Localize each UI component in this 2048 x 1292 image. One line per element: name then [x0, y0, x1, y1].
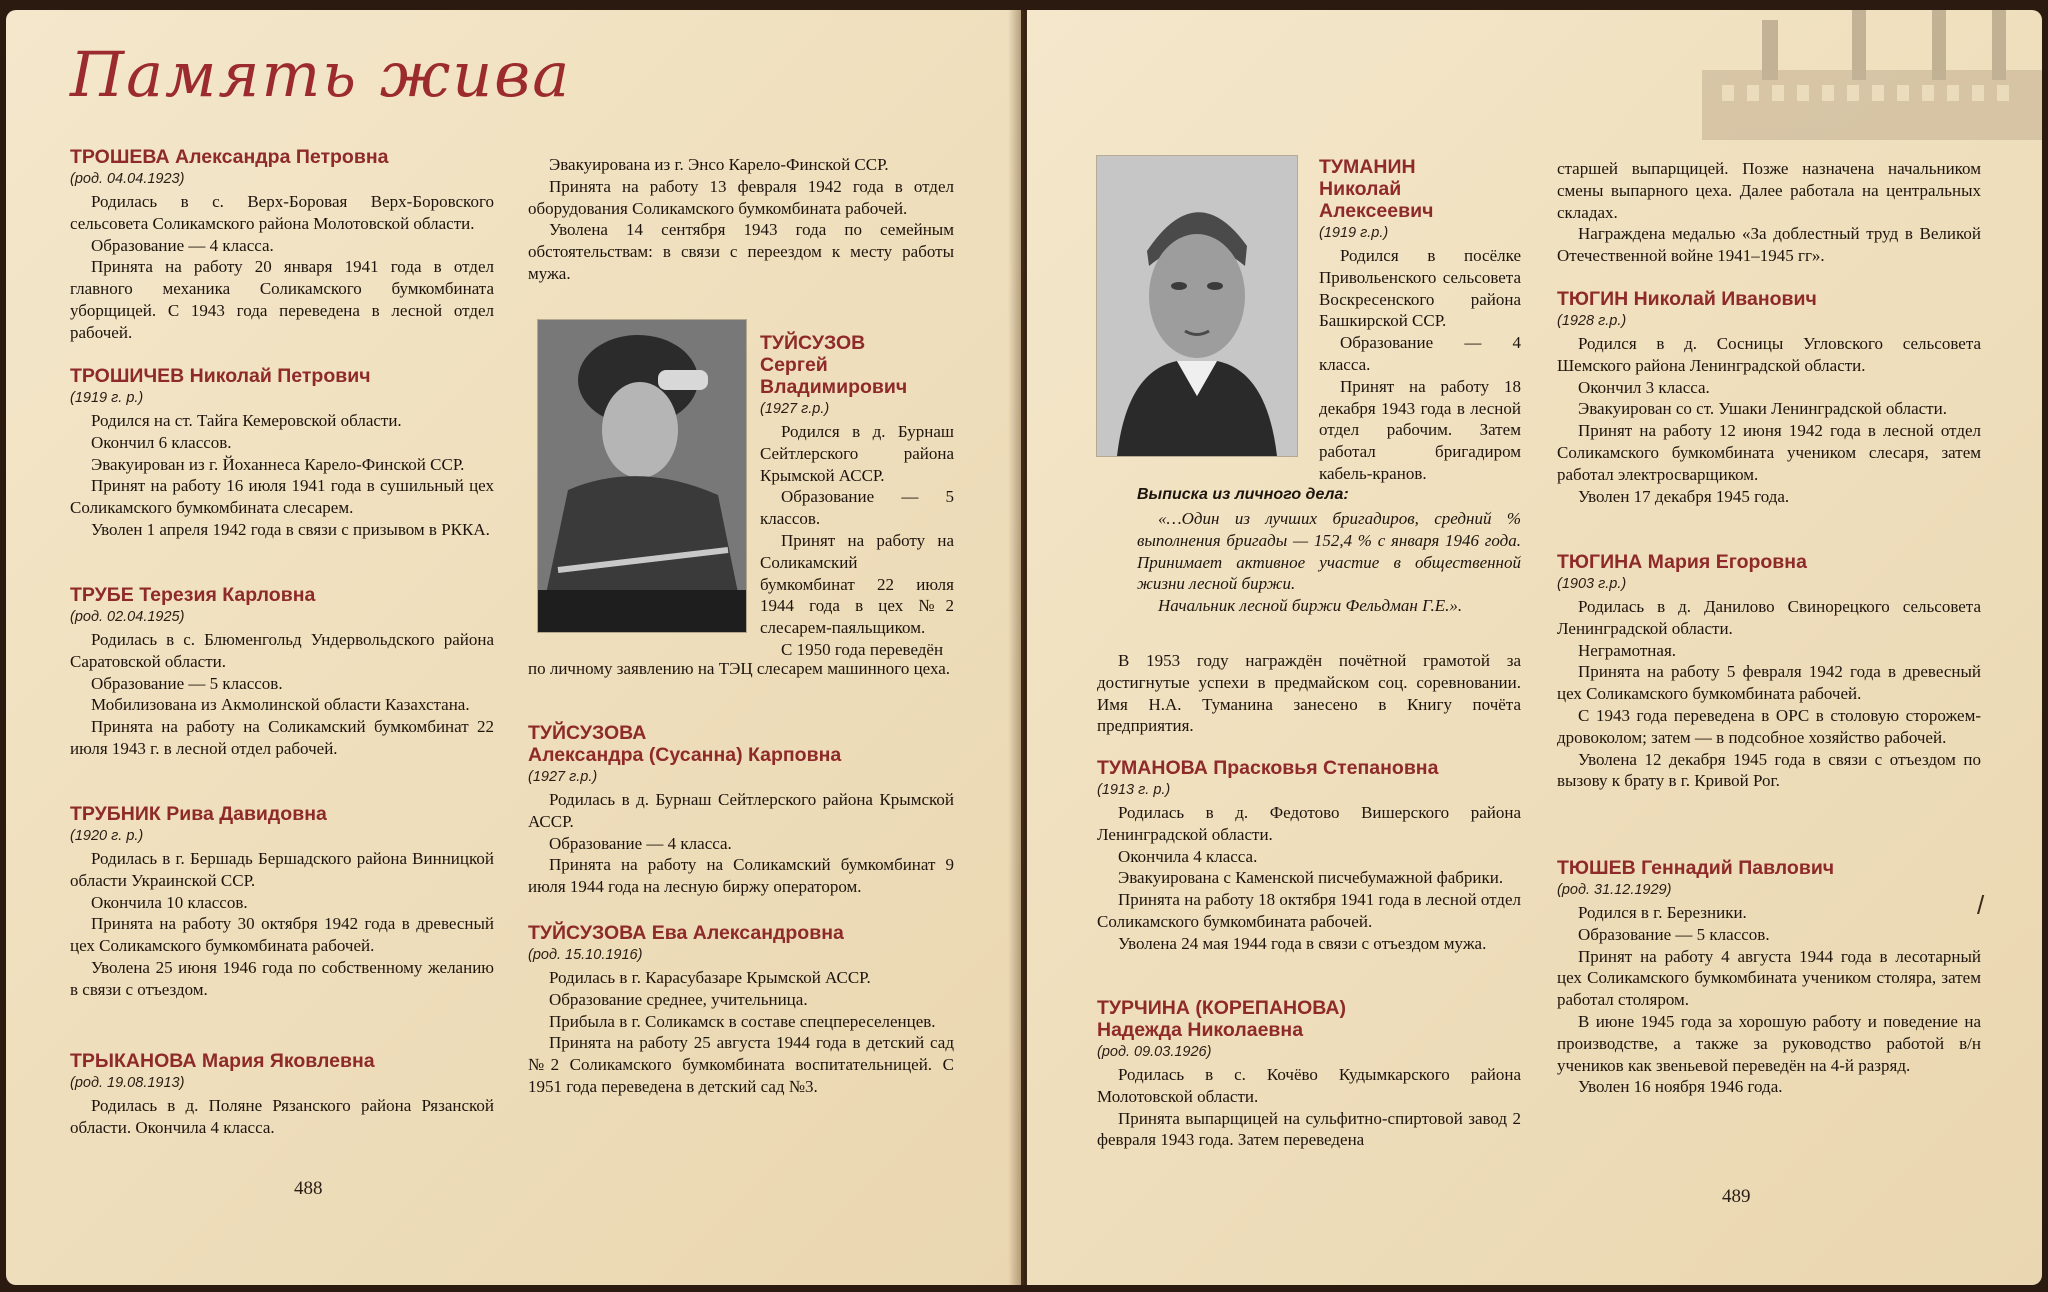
page-number-left: 488 — [294, 1178, 323, 1199]
bio-line: Образование — 5 классов. — [1578, 924, 1770, 944]
bio-line: Родилась в д. Поляне Рязанского района Рязанской области. Окончила 4 класса. — [70, 1096, 494, 1137]
bio-line: Родилась в г. Карасубазаре Крымской АССР. — [549, 968, 871, 987]
bio-line: В 1953 году награждён почётной грамотой за достигнутые успехи в предмайском соц. соревновании. Имя Н.А. Туманина занесено в Книгу почёта предприятия. — [1097, 651, 1521, 736]
birth-info: (1927 г.р.) — [528, 769, 598, 785]
person-name — [1097, 997, 1521, 1041]
bio-line: В июне 1945 года за хорошую работу и поведение на производстве, а также за руководство работой в/н учеников как звеньевой переведён на 4-й разряд. — [1557, 1011, 1981, 1075]
person-surname: ТУРЧИНА (КОРЕПАНОВА) — [1097, 997, 1346, 1019]
entry-trube — [70, 584, 494, 760]
bio-line: Родилась в с. Кочёво Кудымкарского района Молотовской области. — [1097, 1065, 1521, 1106]
bio-line: Эвакуирована из г. Энсо Карело-Финской ССР. — [549, 155, 889, 174]
person-name — [760, 332, 954, 398]
bio-line: Эвакуирована с Каменской писчебумажной фабрики. — [1118, 868, 1504, 888]
excerpt-heading: Выписка из личного дела: — [1137, 486, 1349, 503]
person-name: ТРОШЕВА Александра Петровна — [70, 146, 389, 168]
person-name: ТРУБЕ Терезия Карловна — [70, 584, 316, 606]
bio-line: Уволен 16 ноября 1946 года. — [1578, 1077, 1783, 1097]
excerpt-line: Начальник лесной биржи Фельдман Г.Е.». — [1158, 596, 1463, 616]
bio-line: Прибыла в г. Соликамск в составе спецпереселенцев. — [549, 1011, 936, 1031]
birth-info: (1920 г. р.) — [70, 828, 144, 844]
person-full-name: Александра (Сусанна) Карповна — [528, 744, 842, 766]
bio-line: Образование — 4 класса. — [549, 833, 732, 853]
bio-line: Принят на работу 18 декабря 1943 года в лесной отдел рабочим. Затем работал бригадиром кабель-кранов. — [1319, 376, 1521, 483]
entry-tuysuzova-a — [528, 722, 954, 898]
bio-line: Окончила 10 классов. — [91, 892, 248, 912]
bio-line: Родилась в с. Блюменгольд Ундервольдского района Саратовской области. — [70, 630, 494, 671]
person-patronymic: Владимирович — [760, 376, 908, 398]
bio-line: Эвакуирован из г. Йоханнеса Карело-Финской ССР. — [91, 454, 465, 474]
entry-trosheva — [70, 146, 494, 344]
birth-info: (1919 г. р.) — [70, 390, 144, 406]
person-name: ТРУБНИК Рива Давидовна — [70, 803, 327, 825]
bio-line: Образование — 5 классов. — [760, 487, 954, 529]
birth-info: (1927 г.р.) — [760, 401, 830, 417]
entry-trykanova — [70, 1050, 494, 1139]
person-name: ТЮШЕВ Геннадий Павлович — [1557, 857, 1835, 879]
entry-trykanova-continued — [528, 154, 954, 285]
bio-line: Уволена 12 декабря 1945 года в связи с отъездом по вызову к брату в г. Кривой Рог. — [1557, 749, 1981, 791]
bio-line: Принята на работу 20 января 1941 года в отдел главного механика Соликамского бумкомбината уборщицей. С 1943 года переведена в лесной отдел рабочей. — [70, 257, 494, 342]
ink-mark: / — [1977, 890, 1985, 920]
person-first-name: Сергей — [760, 354, 828, 376]
bio-line: Родилась в д. Федотово Вишерского района Ленинградской области. — [1097, 803, 1521, 844]
bio-line: Окончил 3 класса. — [1578, 377, 1710, 397]
tumanin-excerpt — [1137, 486, 1521, 617]
bio-line: Принят на работу 4 августа 1944 года в лесотарный цех Соликамского бумкомбината учеником столяра, затем работал столяром. — [1557, 946, 1981, 1010]
book-title: Память жива — [70, 38, 572, 111]
bio-line: Родился в посёлке Привольенского сельсовета Воскресенского района Башкирской ССР. — [1319, 246, 1521, 331]
bio-line: Уволен 1 апреля 1942 года в связи с призывом в РККА. — [91, 519, 490, 539]
person-name: ТРОШИЧЕВ Николай Петрович — [70, 365, 371, 387]
entry-turchina-continued — [1557, 158, 1981, 267]
bio-line: Образование — 4 класса. — [1319, 333, 1521, 374]
photo-tuysuzov — [538, 320, 746, 632]
entry-tuysuzov — [760, 332, 954, 661]
tumanin-award — [1097, 650, 1521, 737]
bio-line: Принят на работу 12 июня 1942 года в лесной отдел Соликамского бумкомбината учеником слесаря, затем работал электросварщиком. — [1557, 421, 1981, 484]
person-name: ТУЙСУЗОВА Ева Александровна — [528, 922, 844, 944]
bio-line: Родилась в г. Бершадь Бершадского района Винницкой области Украинской ССР. — [70, 849, 494, 890]
entry-tumanova — [1097, 757, 1521, 955]
birth-info: (род. 15.10.1916) — [528, 947, 643, 963]
entry-trubnik — [70, 803, 494, 1001]
bio-line: С 1943 года переведена в ОРС в столовую сторожем-дровоколом; затем — в подсобное хозяйство рабочей. — [1557, 705, 1981, 747]
birth-info: (род. 09.03.1926) — [1097, 1044, 1212, 1060]
left-page — [6, 10, 1021, 1285]
excerpt-line: «…Один из лучших бригадиров, средний % выполнения бригады — 152,4 % с января 1946 года. Принимает активное участие в общественной жизни лесной биржи. — [1137, 509, 1521, 594]
bio-line: Уволена 25 июня 1946 года по собственному желанию в связи с отъездом. — [70, 957, 494, 999]
bio-line: Родился в г. Березники. — [1578, 903, 1747, 922]
bio-line: Принята на работу 30 октября 1942 года в древесный цех Соликамского бумкомбината рабочей. — [70, 914, 494, 956]
bio-line: Родился на ст. Тайга Кемеровской области. — [91, 411, 402, 430]
birth-info: (1913 г. р.) — [1097, 782, 1171, 798]
bio-line: Родилась в д. Бурнаш Сейтлерского района Крымской АССР. — [528, 790, 954, 831]
bio-line: Неграмотная. — [1578, 640, 1677, 660]
bio-line: Уволена 14 сентября 1943 года по семейным обстоятельствам: в связи с переездом к месту работы мужа. — [528, 220, 954, 283]
person-surname: ТУМАНИН — [1319, 156, 1416, 178]
factory-illustration — [1702, 10, 2042, 140]
bio-line: Награждена медалью «За доблестный труд в Великой Отечественной войне 1941–1945 гг». — [1557, 224, 1981, 266]
bio-line: Принята на работу 18 октября 1941 года в лесной отдел Соликамского бумкомбината рабочей. — [1097, 890, 1521, 931]
bio-line: Родился в д. Бурнаш Сейтлерского района Крымской АССР. — [760, 422, 954, 485]
bio-line: Окончила 4 класса. — [1118, 846, 1258, 866]
tuysuzov-wide-line — [528, 658, 954, 680]
person-name: ТЮГИНА Мария Егоровна — [1557, 551, 1807, 573]
entry-tyushev — [1557, 857, 1981, 1098]
entry-tyugina — [1557, 551, 1981, 792]
entry-tuysuzova-e — [528, 922, 954, 1098]
birth-info: (1919 г.р.) — [1319, 225, 1389, 241]
bio-line: Принята на работу на Соликамский бумкомбинат 22 июля 1943 г. в лесной отдел рабочей. — [70, 717, 494, 758]
bio-line: Образование — 5 классов. — [91, 673, 283, 693]
person-name: ТУМАНОВА Прасковья Степановна — [1097, 757, 1439, 779]
birth-info: (род. 04.04.1923) — [70, 171, 185, 187]
bio-line: Родилась в д. Данилово Свинорецкого сельсовета Ленинградской области. — [1557, 597, 1981, 638]
bio-line: Принята на работу 13 февраля 1942 года в отдел оборудования Соликамского бумкомбината рабочей. — [528, 176, 954, 218]
person-name: ТРЫКАНОВА Мария Яковлевна — [70, 1050, 375, 1072]
person-name — [528, 722, 954, 766]
page-number-right: 489 — [1722, 1186, 1751, 1207]
bio-line: Уволен 17 декабря 1945 года. — [1578, 486, 1790, 506]
bio-line: С 1950 года переведён — [781, 639, 944, 659]
person-surname: ТУЙСУЗОВ — [760, 332, 866, 354]
person-patronymic: Алексеевич — [1319, 200, 1434, 222]
birth-info: (род. 19.08.1913) — [70, 1075, 185, 1091]
birth-info: (род. 31.12.1929) — [1557, 882, 1672, 898]
person-full-name: Надежда Николаевна — [1097, 1019, 1304, 1041]
entry-troshichev — [70, 365, 494, 541]
entry-tyugin — [1557, 288, 1981, 507]
bio-line: Принята выпарщицей на сульфитно-спиртовой завод 2 февраля 1943 года. Затем переведена — [1097, 1108, 1521, 1150]
bio-line: Принята на работу 25 августа 1944 года в детский сад №2 Соликамского бумкомбината воспитательницей. С 1951 года переведена в детский сад №3. — [528, 1033, 954, 1096]
bio-line: Принята на работу на Соликамский бумкомбинат 9 июля 1944 года на лесную биржу оператором. — [528, 855, 954, 897]
person-first-name: Николай — [1319, 178, 1402, 200]
bio-line: Уволена 24 мая 1944 года в связи с отъездом мужа. — [1118, 933, 1487, 953]
bio-line: Окончил 6 классов. — [91, 432, 232, 452]
bio-line: Родилась в с. Верх-Боровая Верх-Боровского сельсовета Соликамского района Молотовской области. — [70, 192, 494, 233]
birth-info: (1928 г.р.) — [1557, 313, 1627, 329]
bio-line: Образование среднее, учительница. — [549, 989, 808, 1009]
entry-tumanin — [1319, 156, 1521, 485]
bio-line: Принят на работу 16 июля 1941 года в сушильный цех Соликамского бумкомбината слесарем. — [70, 476, 494, 518]
person-surname: ТУЙСУЗОВА — [528, 722, 647, 744]
birth-info: (род. 02.04.1925) — [70, 609, 185, 625]
right-page — [1027, 10, 2042, 1285]
bio-line: старшей выпарщицей. Позже назначена начальником смены выпарного цеха. Далее работала на центральных складах. — [1557, 159, 1981, 222]
person-name: ТЮГИН Николай Иванович — [1557, 288, 1817, 310]
bio-line: Образование — 4 класса. — [91, 235, 274, 255]
bio-line: Эвакуирован со ст. Ушаки Ленинградской области. — [1578, 399, 1947, 419]
bio-line: Родился в д. Сосницы Угловского сельсовета Шемского района Ленинградской области. — [1557, 334, 1981, 375]
bio-line: Мобилизована из Акмолинской области Казахстана. — [91, 695, 470, 715]
entry-turchina — [1097, 997, 1521, 1151]
birth-info: (1903 г.р.) — [1557, 576, 1627, 592]
bio-line: по личному заявлению на ТЭЦ слесарем машинного цеха. — [528, 659, 951, 678]
bio-line: Принят на работу на Соликамский бумкомбинат 22 июля 1944 года в цех №2 слесарем-паяльщиком. — [760, 530, 954, 638]
bio-line: Принята на работу 5 февраля 1942 года в древесный цех Соликамского бумкомбината рабочей. — [1557, 662, 1981, 704]
person-name — [1319, 156, 1521, 222]
photo-tumanin — [1097, 156, 1297, 456]
